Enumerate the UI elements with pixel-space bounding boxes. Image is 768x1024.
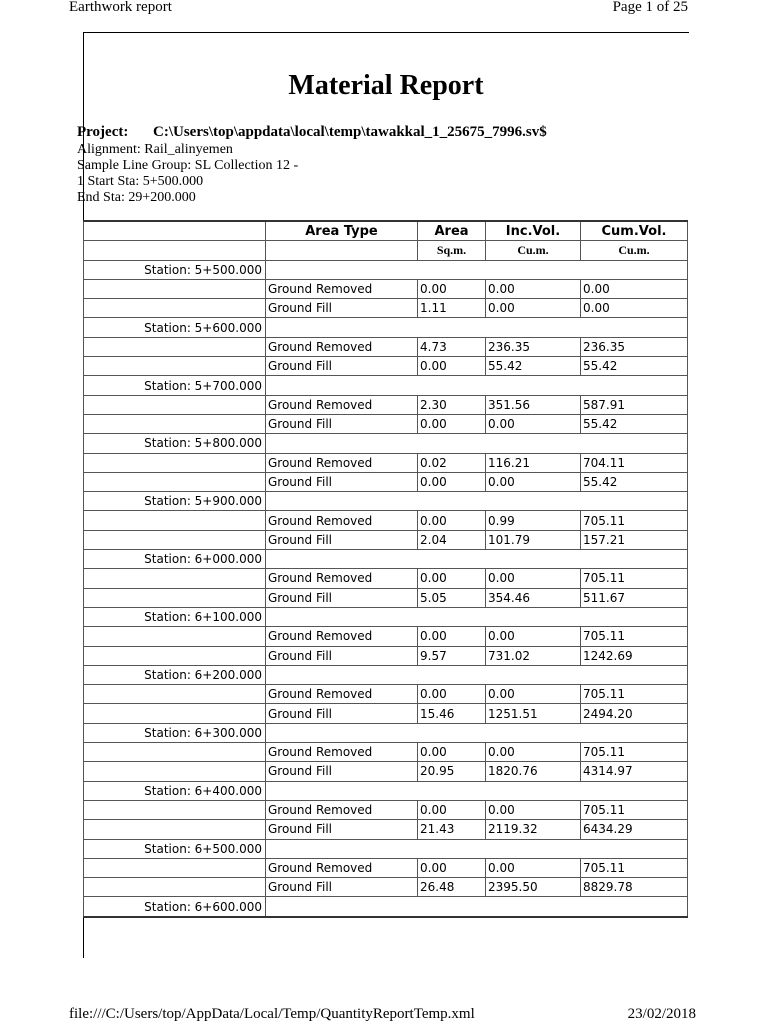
area-cell: 0.00 (418, 357, 486, 376)
page-number: Page 1 of 25 (612, 0, 688, 15)
inc-vol-cell: 0.99 (486, 511, 581, 530)
table-row (84, 414, 688, 433)
unit-cum-vol: Cu.m. (581, 241, 688, 260)
area-cell: 0.00 (418, 800, 486, 819)
row-blank-cell (84, 627, 266, 646)
area-type-cell: Ground Removed (266, 569, 418, 588)
cum-vol-cell: 705.11 (581, 627, 688, 646)
inc-vol-cell: 0.00 (486, 685, 581, 704)
station-label: Station: 6+500.000 (84, 839, 266, 858)
area-type-cell: Ground Removed (266, 743, 418, 762)
station-row (84, 897, 688, 917)
station-row (84, 665, 688, 684)
area-type-cell: Ground Fill (266, 472, 418, 491)
station-row-blank (266, 434, 688, 453)
area-type-cell: Ground Fill (266, 762, 418, 781)
table-row (84, 762, 688, 781)
inc-vol-cell: 0.00 (486, 472, 581, 491)
cum-vol-cell: 157.21 (581, 530, 688, 549)
table-row (84, 704, 688, 723)
header-area: Area (418, 221, 486, 241)
table-row (84, 743, 688, 762)
station-label: Station: 6+200.000 (84, 665, 266, 684)
cum-vol-cell: 8829.78 (581, 878, 688, 897)
cum-vol-cell: 705.11 (581, 511, 688, 530)
station-label: Station: 6+600.000 (84, 897, 266, 917)
table-row (84, 627, 688, 646)
inc-vol-cell: 0.00 (486, 279, 581, 298)
table-row (84, 337, 688, 356)
area-type-cell: Ground Removed (266, 279, 418, 298)
inc-vol-cell: 0.00 (486, 858, 581, 877)
inc-vol-cell: 0.00 (486, 414, 581, 433)
table-row (84, 395, 688, 414)
area-type-cell: Ground Removed (266, 627, 418, 646)
area-type-cell: Ground Removed (266, 395, 418, 414)
area-cell: 0.00 (418, 743, 486, 762)
cum-vol-cell: 236.35 (581, 337, 688, 356)
row-blank-cell (84, 704, 266, 723)
start-station-line: 1 Start Sta: 5+500.000 (77, 174, 204, 189)
area-type-cell: Ground Removed (266, 511, 418, 530)
area-cell: 1.11 (418, 299, 486, 318)
table-row (84, 299, 688, 318)
inc-vol-cell: 0.00 (486, 627, 581, 646)
cum-vol-cell: 705.11 (581, 569, 688, 588)
cum-vol-cell: 705.11 (581, 743, 688, 762)
station-row (84, 434, 688, 453)
area-cell: 15.46 (418, 704, 486, 723)
station-row-blank (266, 665, 688, 684)
station-row (84, 318, 688, 337)
cum-vol-cell: 705.11 (581, 800, 688, 819)
inc-vol-cell: 1251.51 (486, 704, 581, 723)
row-blank-cell (84, 820, 266, 839)
sample-line-group-line: Sample Line Group: SL Collection 12 - (77, 158, 299, 173)
area-cell: 0.02 (418, 453, 486, 472)
header-cum-vol: Cum.Vol. (581, 221, 688, 241)
station-row-blank (266, 376, 688, 395)
report-frame-top-border (83, 32, 689, 33)
cum-vol-cell: 2494.20 (581, 704, 688, 723)
row-blank-cell (84, 685, 266, 704)
table-row (84, 646, 688, 665)
area-cell: 21.43 (418, 820, 486, 839)
inc-vol-cell: 354.46 (486, 588, 581, 607)
table-row (84, 878, 688, 897)
row-blank-cell (84, 395, 266, 414)
inc-vol-cell: 55.42 (486, 357, 581, 376)
inc-vol-cell: 0.00 (486, 800, 581, 819)
row-blank-cell (84, 299, 266, 318)
inc-vol-cell: 731.02 (486, 646, 581, 665)
inc-vol-cell: 2119.32 (486, 820, 581, 839)
station-row (84, 492, 688, 511)
area-type-cell: Ground Fill (266, 299, 418, 318)
station-row-blank (266, 607, 688, 626)
station-label: Station: 6+000.000 (84, 550, 266, 569)
area-type-cell: Ground Fill (266, 357, 418, 376)
file-path-footer: file:///C:/Users/top/AppData/Local/Temp/QuantityReportTemp.xml (69, 1006, 475, 1022)
station-label: Station: 5+700.000 (84, 376, 266, 395)
report-title: Material Report (288, 70, 484, 101)
station-label: Station: 6+100.000 (84, 607, 266, 626)
area-cell: 5.05 (418, 588, 486, 607)
inc-vol-cell: 236.35 (486, 337, 581, 356)
station-label: Station: 6+300.000 (84, 723, 266, 742)
station-row-blank (266, 550, 688, 569)
area-cell: 2.30 (418, 395, 486, 414)
row-blank-cell (84, 569, 266, 588)
browser-header-title: Earthwork report (69, 0, 172, 15)
end-station-line: End Sta: 29+200.000 (77, 190, 196, 205)
print-date: 23/02/2018 (627, 1006, 696, 1022)
station-row-blank (266, 318, 688, 337)
station-row (84, 376, 688, 395)
project-label: Project: (77, 124, 129, 140)
area-cell: 0.00 (418, 472, 486, 491)
table-row (84, 858, 688, 877)
station-row-blank (266, 492, 688, 511)
cum-vol-cell: 704.11 (581, 453, 688, 472)
cum-vol-cell: 55.42 (581, 414, 688, 433)
station-row (84, 260, 688, 279)
table-row (84, 530, 688, 549)
table-row (84, 588, 688, 607)
inc-vol-cell: 0.00 (486, 299, 581, 318)
inc-vol-cell: 0.00 (486, 569, 581, 588)
row-blank-cell (84, 279, 266, 298)
area-cell: 20.95 (418, 762, 486, 781)
station-label: Station: 5+800.000 (84, 434, 266, 453)
row-blank-cell (84, 357, 266, 376)
station-row (84, 839, 688, 858)
inc-vol-cell: 1820.76 (486, 762, 581, 781)
area-cell: 9.57 (418, 646, 486, 665)
unit-blank-1 (84, 241, 266, 260)
cum-vol-cell: 1242.69 (581, 646, 688, 665)
area-type-cell: Ground Fill (266, 704, 418, 723)
table-units-row (84, 241, 688, 260)
area-cell: 0.00 (418, 511, 486, 530)
header-inc-vol: Inc.Vol. (486, 221, 581, 241)
row-blank-cell (84, 530, 266, 549)
alignment-line: Alignment: Rail_alinyemen (77, 142, 233, 157)
cum-vol-cell: 55.42 (581, 472, 688, 491)
project-path: C:\Users\top\appdata\local\temp\tawakkal_1_25675_7996.sv$ (153, 124, 547, 140)
inc-vol-cell: 351.56 (486, 395, 581, 414)
row-blank-cell (84, 858, 266, 877)
table-row (84, 569, 688, 588)
row-blank-cell (84, 472, 266, 491)
unit-inc-vol: Cu.m. (486, 241, 581, 260)
row-blank-cell (84, 743, 266, 762)
area-type-cell: Ground Removed (266, 685, 418, 704)
cum-vol-cell: 511.67 (581, 588, 688, 607)
unit-blank-2 (266, 241, 418, 260)
cum-vol-cell: 0.00 (581, 299, 688, 318)
project-line (77, 122, 547, 142)
inc-vol-cell: 116.21 (486, 453, 581, 472)
table-row (84, 453, 688, 472)
station-row-blank (266, 260, 688, 279)
table-row (84, 472, 688, 491)
table-row (84, 279, 688, 298)
area-cell: 0.00 (418, 279, 486, 298)
inc-vol-cell: 2395.50 (486, 878, 581, 897)
station-row (84, 723, 688, 742)
station-label: Station: 5+900.000 (84, 492, 266, 511)
area-type-cell: Ground Fill (266, 530, 418, 549)
area-cell: 0.00 (418, 685, 486, 704)
station-row (84, 550, 688, 569)
material-table (83, 220, 688, 918)
station-row (84, 781, 688, 800)
row-blank-cell (84, 511, 266, 530)
area-type-cell: Ground Fill (266, 414, 418, 433)
table-header-row (84, 221, 688, 241)
table-row (84, 357, 688, 376)
area-type-cell: Ground Fill (266, 820, 418, 839)
table-row (84, 685, 688, 704)
cum-vol-cell: 55.42 (581, 357, 688, 376)
station-row-blank (266, 781, 688, 800)
inc-vol-cell: 0.00 (486, 743, 581, 762)
station-row (84, 607, 688, 626)
area-type-cell: Ground Removed (266, 337, 418, 356)
row-blank-cell (84, 414, 266, 433)
header-area-type: Area Type (266, 221, 418, 241)
header-blank (84, 221, 266, 241)
row-blank-cell (84, 646, 266, 665)
table-row (84, 800, 688, 819)
area-cell: 0.00 (418, 627, 486, 646)
unit-area: Sq.m. (418, 241, 486, 260)
row-blank-cell (84, 453, 266, 472)
row-blank-cell (84, 762, 266, 781)
area-type-cell: Ground Fill (266, 588, 418, 607)
cum-vol-cell: 705.11 (581, 685, 688, 704)
row-blank-cell (84, 878, 266, 897)
cum-vol-cell: 705.11 (581, 858, 688, 877)
station-label: Station: 5+500.000 (84, 260, 266, 279)
report-metadata (77, 122, 547, 206)
cum-vol-cell: 0.00 (581, 279, 688, 298)
area-cell: 0.00 (418, 858, 486, 877)
area-type-cell: Ground Removed (266, 453, 418, 472)
inc-vol-cell: 101.79 (486, 530, 581, 549)
area-type-cell: Ground Removed (266, 858, 418, 877)
station-row-blank (266, 839, 688, 858)
cum-vol-cell: 4314.97 (581, 762, 688, 781)
table-row (84, 820, 688, 839)
row-blank-cell (84, 588, 266, 607)
area-cell: 4.73 (418, 337, 486, 356)
row-blank-cell (84, 337, 266, 356)
area-cell: 0.00 (418, 569, 486, 588)
cum-vol-cell: 6434.29 (581, 820, 688, 839)
cum-vol-cell: 587.91 (581, 395, 688, 414)
table-body (84, 260, 688, 917)
station-label: Station: 5+600.000 (84, 318, 266, 337)
area-cell: 26.48 (418, 878, 486, 897)
station-row-blank (266, 897, 688, 917)
station-row-blank (266, 723, 688, 742)
table-row (84, 511, 688, 530)
area-cell: 0.00 (418, 414, 486, 433)
area-cell: 2.04 (418, 530, 486, 549)
area-type-cell: Ground Removed (266, 800, 418, 819)
area-type-cell: Ground Fill (266, 878, 418, 897)
row-blank-cell (84, 800, 266, 819)
area-type-cell: Ground Fill (266, 646, 418, 665)
station-label: Station: 6+400.000 (84, 781, 266, 800)
